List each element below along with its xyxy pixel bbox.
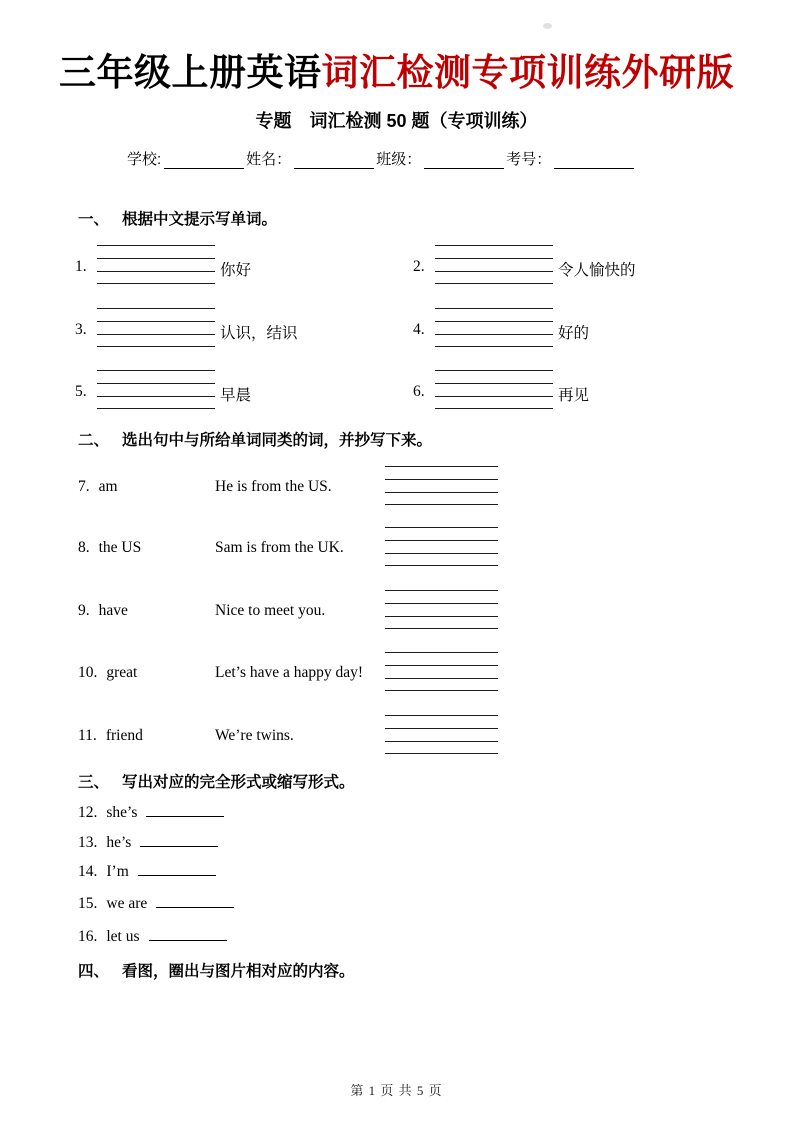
item-number: 13. xyxy=(78,834,98,851)
sentence: We’re twins. xyxy=(215,727,294,744)
word: have xyxy=(98,602,128,619)
given-word xyxy=(78,478,118,496)
sentence: He is from the US. xyxy=(215,478,332,495)
word: friend xyxy=(105,727,143,744)
answer-grid xyxy=(435,308,553,359)
school-blank xyxy=(164,151,244,169)
word: she’s xyxy=(106,804,138,821)
item-number: 5. xyxy=(75,383,87,400)
answer-grid xyxy=(385,715,498,766)
item-number: 2. xyxy=(413,258,425,275)
item-number: 14. xyxy=(78,863,98,880)
page-title-black: 三年级上册英语 xyxy=(59,52,322,93)
sentence: Sam is from the UK. xyxy=(215,539,344,556)
word: let us xyxy=(106,928,140,945)
section-1-title: 根据中文提示写单词。 xyxy=(122,211,278,228)
section-2-title: 选出句中与所给单词同类的词，并抄写下来。 xyxy=(122,432,433,449)
answer-blank xyxy=(138,861,216,876)
class-field xyxy=(376,148,506,169)
given-word xyxy=(78,727,143,745)
form-item-15 xyxy=(78,893,234,913)
chinese-hint: 再见 xyxy=(558,387,590,404)
item-number: 10. xyxy=(78,664,98,681)
form-item-16 xyxy=(78,926,227,946)
info-line xyxy=(127,148,636,169)
answer-blank xyxy=(146,802,224,817)
section-4-title: 看图，圈出与图片相对应的内容。 xyxy=(122,963,355,980)
name-blank xyxy=(294,151,374,169)
given-word xyxy=(78,602,128,620)
word: the US xyxy=(98,539,142,556)
word: great xyxy=(106,664,138,681)
exam-number-blank xyxy=(554,151,634,169)
given-word xyxy=(78,664,137,682)
answer-grid xyxy=(97,370,215,421)
item-number: 12. xyxy=(78,804,98,821)
form-item-14 xyxy=(78,861,216,881)
word: I’m xyxy=(106,863,129,880)
answer-grid xyxy=(97,308,215,359)
answer-grid xyxy=(385,590,498,641)
school-label: 学校: xyxy=(127,151,162,168)
name-field xyxy=(246,148,376,169)
sentence: Nice to meet you. xyxy=(215,602,326,619)
item-number: 16. xyxy=(78,928,98,945)
section-2-heading xyxy=(78,428,432,450)
item-number: 9. xyxy=(78,602,90,619)
section-2-number: 二、 xyxy=(78,432,110,449)
section-4-number: 四、 xyxy=(78,963,110,980)
section-1-heading xyxy=(78,207,277,229)
answer-blank xyxy=(149,926,227,941)
item-number: 6. xyxy=(413,383,425,400)
page-title-red: 词汇检测专项训练外研版 xyxy=(321,52,734,93)
answer-grid xyxy=(435,370,553,421)
chinese-hint: 早晨 xyxy=(220,387,252,404)
school-field xyxy=(127,148,246,169)
chinese-hint: 令人愉快的 xyxy=(558,262,636,279)
subtitle: 专题 词汇检测 50 题（专项训练） xyxy=(255,111,538,131)
word: we are xyxy=(106,895,148,912)
item-number: 4. xyxy=(413,321,425,338)
answer-grid xyxy=(97,245,215,296)
class-blank xyxy=(424,151,504,169)
form-item-13 xyxy=(78,832,218,852)
item-number: 7. xyxy=(78,478,90,495)
chinese-hint: 你好 xyxy=(220,262,252,279)
exam-number-field xyxy=(506,148,636,169)
item-number: 3. xyxy=(75,321,87,338)
word: am xyxy=(98,478,118,495)
item-number: 15. xyxy=(78,895,98,912)
class-label: 班级： xyxy=(376,151,422,168)
exam-number-label: 考号： xyxy=(506,151,552,168)
scan-artifact xyxy=(543,23,552,29)
answer-grid xyxy=(385,466,498,517)
answer-grid xyxy=(385,652,498,703)
chinese-hint: 好的 xyxy=(558,325,590,342)
answer-grid xyxy=(435,245,553,296)
section-3-number: 三、 xyxy=(78,774,110,791)
name-label: 姓名： xyxy=(246,151,292,168)
item-number: 8. xyxy=(78,539,90,556)
form-item-12 xyxy=(78,802,224,822)
answer-blank xyxy=(156,893,234,908)
sentence: Let’s have a happy day! xyxy=(215,664,364,681)
section-3-title: 写出对应的完全形式或缩写形式。 xyxy=(122,774,355,791)
word: he’s xyxy=(106,834,132,851)
answer-blank xyxy=(140,832,218,847)
chinese-hint: 认识，结识 xyxy=(220,325,298,342)
page-footer: 第 1 页 共 5 页 xyxy=(350,1083,443,1098)
section-4-heading xyxy=(78,959,355,981)
section-3-heading xyxy=(78,770,355,792)
page-title xyxy=(0,42,793,96)
given-word xyxy=(78,539,141,557)
answer-grid xyxy=(385,527,498,578)
section-1-number: 一、 xyxy=(78,211,110,228)
item-number: 11. xyxy=(78,727,97,744)
item-number: 1. xyxy=(75,258,87,275)
